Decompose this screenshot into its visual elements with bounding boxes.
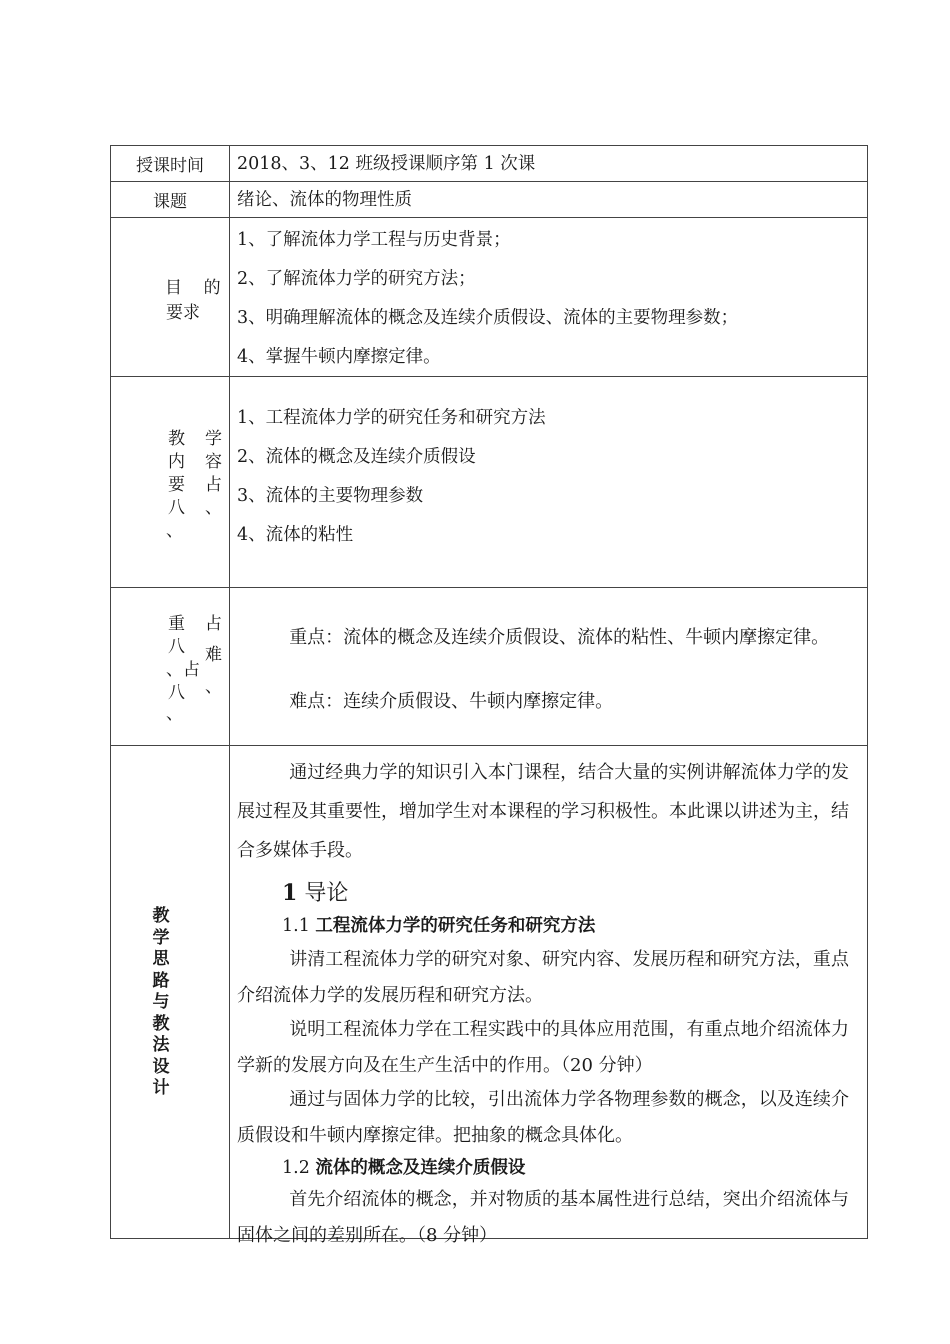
class-time-label: 授课时间	[136, 156, 204, 176]
content-item: 1、工程流体力学的研究任务和研究方法	[237, 408, 546, 428]
content-item: 3、流体的主要物理参数	[237, 486, 424, 506]
goal-item: 2、了解流体力学的研究方法；	[237, 269, 476, 289]
lesson-plan-table	[110, 145, 868, 1246]
label-cell	[111, 588, 230, 745]
goal-item: 3、明确理解流体的概念及连续介质假设、流体的主要物理参数；	[237, 308, 739, 328]
row-topic	[111, 181, 867, 217]
value-cell	[230, 182, 867, 217]
design-intro: 通过经典力学的知识引入本门课程，结合大量的实例讲解流体力学的发展过程及其重要性，增加学生对本课程的学习积极性。本此课以讲述为主，结合多媒体手段。	[237, 762, 849, 861]
design-paragraph: 讲清工程流体力学的研究对象、研究内容、发展历程和研究方法，重点介绍流体力学的发展历程和研究方法。	[237, 949, 849, 1006]
goal-item: 1、了解流体力学工程与历史背景；	[237, 230, 511, 250]
content-label-char: 容	[205, 452, 222, 472]
label-cell	[111, 218, 230, 376]
key-points-text: 重点：流体的概念及连续介质假设、流体的粘性、牛顿内摩擦定律。	[289, 627, 830, 648]
content-item: 2、流体的概念及连续介质假设	[237, 447, 476, 467]
section-number: 1	[282, 880, 298, 906]
content-label-char: 八	[168, 498, 185, 518]
content-label-char: 学	[205, 429, 222, 449]
difficulty-label-char: 、占	[166, 660, 200, 680]
difficulty-label-char: 重	[168, 614, 185, 634]
goal-item: 4、掌握牛顿内摩擦定律。	[237, 347, 441, 367]
difficulty-label-char: 八	[168, 683, 185, 703]
subsection-heading	[282, 1156, 525, 1180]
design-paragraph: 说明工程流体力学在工程实践中的具体应用范围，有重点地介绍流体力学新的发展方向及在生产生活中的作用。（20 分钟）	[237, 1019, 849, 1076]
subsection-heading	[282, 914, 595, 938]
difficulty-label-char: 、	[205, 677, 222, 697]
value-cell	[230, 377, 867, 587]
row-content	[111, 376, 867, 587]
value-cell	[230, 588, 867, 745]
label-cell	[111, 377, 230, 587]
section-title: 导论	[304, 881, 349, 906]
design-paragraph: 通过与固体力学的比较，引出流体力学各物理参数的概念，以及连续介质假设和牛顿内摩擦定律。把抽象的概念具体化。	[237, 1089, 849, 1146]
topic-label: 课题	[153, 192, 187, 212]
label-cell	[111, 146, 230, 181]
subsection-number: 1.2	[282, 1158, 310, 1178]
subsection-title: 流体的概念及连续介质假设	[315, 1158, 526, 1178]
design-label: 教学思路与教法设计	[152, 906, 170, 1098]
row-goals	[111, 217, 867, 376]
topic-value: 绪论、流体的物理性质	[237, 190, 412, 210]
label-cell	[111, 182, 230, 217]
value-cell	[230, 218, 867, 376]
section-heading	[282, 879, 348, 908]
difficulty-label-char: 八	[168, 637, 185, 657]
goals-label-line2: 要求	[166, 303, 200, 323]
content-label-char: 、	[205, 498, 222, 518]
value-cell	[230, 146, 867, 181]
label-cell	[111, 746, 230, 1239]
content-label-char: 占	[205, 475, 222, 495]
row-class-time	[111, 145, 867, 181]
content-item: 4、流体的粘性	[237, 525, 354, 545]
content-label-char: 内	[168, 452, 185, 472]
design-paragraph: 首先介绍流体的概念，并对物质的基本属性进行总结，突出介绍流体与固体之间的差别所在。（8 分钟）	[237, 1189, 849, 1246]
difficulty-label-char: 、	[166, 704, 183, 724]
content-label-char: 要	[168, 475, 185, 495]
value-cell	[230, 746, 867, 1246]
subsection-title: 工程流体力学的研究任务和研究方法	[315, 916, 596, 936]
content-label-char: 教	[168, 429, 185, 449]
goals-label-line1: 目 的	[165, 278, 221, 298]
difficulty-label-char: 难	[205, 645, 222, 665]
class-time-value: 2018、3、12 班级授课顺序第 1 次课	[237, 154, 536, 174]
subsection-number: 1.1	[282, 916, 310, 936]
content-label-char: 、	[166, 521, 183, 541]
row-design	[111, 745, 867, 1246]
difficult-points-text: 难点：连续介质假设、牛顿内摩擦定律。	[289, 691, 614, 712]
row-difficulty	[111, 587, 867, 745]
difficulty-label-char: 占	[205, 614, 222, 634]
